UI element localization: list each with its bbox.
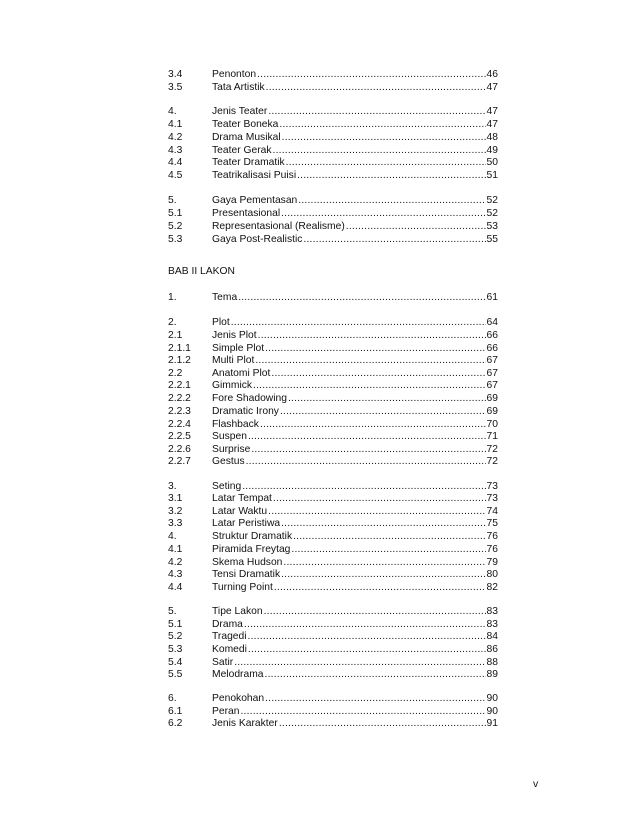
dot-leader <box>283 557 485 570</box>
toc-entry-number: 1. <box>168 292 177 303</box>
toc-entry-line <box>212 582 498 595</box>
dot-leader <box>271 368 485 381</box>
toc-entry-title: Representasional (Realisme) <box>212 221 345 232</box>
toc-entry <box>168 380 498 393</box>
toc-entry-line <box>212 456 498 469</box>
dot-leader <box>255 355 485 368</box>
toc-entry <box>168 557 498 570</box>
dot-leader <box>279 119 485 132</box>
toc-entry <box>168 157 498 170</box>
toc-entry-page: 73 <box>486 481 498 492</box>
toc-entry-number: 2.1.1 <box>168 343 191 354</box>
toc-entry-number: 4.3 <box>168 145 183 156</box>
toc-entry-line <box>212 132 498 145</box>
dot-leader <box>264 606 486 619</box>
page-number: v <box>533 778 539 790</box>
toc-entry-line <box>212 221 498 234</box>
dot-leader <box>268 106 485 119</box>
toc-entry <box>168 669 498 682</box>
toc-entry-number: 3.4 <box>168 69 183 80</box>
dot-leader <box>280 406 486 419</box>
dot-leader <box>257 69 485 82</box>
toc-entry <box>168 693 498 706</box>
toc-entry-page: 83 <box>486 619 498 630</box>
toc-entry-line <box>212 330 498 343</box>
toc-entry <box>168 718 498 731</box>
toc-entry-line <box>212 693 498 706</box>
toc-entry-line <box>212 718 498 731</box>
toc-entry-title: Piramida Freytag <box>212 544 291 555</box>
toc-entry-page: 52 <box>486 208 498 219</box>
toc-entry-title: Penonton <box>212 69 257 80</box>
toc-entry-title: Anatomi Plot <box>212 368 271 379</box>
toc-entry <box>168 234 498 247</box>
toc-entry-page: 48 <box>486 132 498 143</box>
toc-entry-number: 4.3 <box>168 569 183 580</box>
toc-entry-page: 67 <box>486 368 498 379</box>
toc-entry-page: 90 <box>486 693 498 704</box>
toc-entry-line <box>212 317 498 330</box>
toc-entry <box>168 481 498 494</box>
toc-entry-title: Jenis Teater <box>212 106 268 117</box>
toc-entry-page: 76 <box>486 531 498 542</box>
toc-entry <box>168 644 498 657</box>
dot-leader <box>265 693 485 706</box>
toc-entry-line <box>212 644 498 657</box>
dot-leader <box>346 221 486 234</box>
toc-entry-page: 50 <box>486 157 498 168</box>
dot-leader <box>281 569 485 582</box>
toc-entry-number: 2.1 <box>168 330 183 341</box>
toc-entry-page: 69 <box>486 406 498 417</box>
toc-entry <box>168 132 498 145</box>
toc-entry-line <box>212 393 498 406</box>
toc-entry-title: Turning Point <box>212 582 273 593</box>
dot-leader <box>231 317 486 330</box>
toc-entry-title: Jenis Karakter <box>212 718 278 729</box>
toc-entry-title: Tema <box>212 292 238 303</box>
toc-entry-number: 5.3 <box>168 644 183 655</box>
toc-entry-title: Latar Waktu <box>212 506 268 517</box>
toc-entry <box>168 208 498 221</box>
toc-entry <box>168 419 498 432</box>
toc-entry-line <box>212 157 498 170</box>
toc-entry-number: 4. <box>168 106 177 117</box>
dot-leader <box>238 292 485 305</box>
toc-entry-number: 5.4 <box>168 657 183 668</box>
toc-entry-line <box>212 657 498 670</box>
toc-entry-title: Simple Plot <box>212 343 265 354</box>
toc-entry-page: 64 <box>486 317 498 328</box>
dot-leader <box>260 419 486 432</box>
toc-entry-title: Presentasional <box>212 208 281 219</box>
toc-entry <box>168 195 498 208</box>
toc-entry-title: Satir <box>212 657 234 668</box>
dot-leader <box>298 195 485 208</box>
dot-leader <box>240 706 485 719</box>
dot-leader <box>288 393 486 406</box>
toc-entry-line <box>212 493 498 506</box>
toc-entry-number: 5.5 <box>168 669 183 680</box>
toc-entry-line <box>212 380 498 393</box>
toc-entry-page: 84 <box>486 631 498 642</box>
toc-entry <box>168 317 498 330</box>
toc-entry-number: 2.2.2 <box>168 393 191 404</box>
toc-entry-title: Teater Gerak <box>212 145 272 156</box>
dot-leader <box>279 718 486 731</box>
toc-entry-title: Tipe Lakon <box>212 606 263 617</box>
toc-entry-page: 73 <box>486 493 498 504</box>
toc-entry <box>168 82 498 95</box>
toc-entry <box>168 531 498 544</box>
toc-entry-page: 66 <box>486 343 498 354</box>
toc-entry-line <box>212 82 498 95</box>
toc-entry-number: 4.2 <box>168 132 183 143</box>
toc-entry-line <box>212 292 498 305</box>
dot-leader <box>281 208 485 221</box>
toc-entry-page: 67 <box>486 380 498 391</box>
dot-leader <box>286 157 486 170</box>
toc-entry-number: 5.2 <box>168 631 183 642</box>
toc-entry-page: 80 <box>486 569 498 580</box>
toc-entry <box>168 619 498 632</box>
toc-entry-number: 3. <box>168 481 177 492</box>
toc-entry <box>168 393 498 406</box>
toc-entry-page: 52 <box>486 195 498 206</box>
toc-entry-number: 5.1 <box>168 619 183 630</box>
dot-leader <box>274 582 486 595</box>
toc-entry-page: 72 <box>486 444 498 455</box>
toc-entry <box>168 631 498 644</box>
toc-entry-page: 89 <box>486 669 498 680</box>
toc-entry-title: Gimmick <box>212 380 253 391</box>
toc-entry-title: Surprise <box>212 444 251 455</box>
toc-entry-title: Teater Boneka <box>212 119 279 130</box>
toc-entry-line <box>212 343 498 356</box>
toc-entry-number: 2.2.4 <box>168 419 191 430</box>
toc-entry-title: Flashback <box>212 419 259 430</box>
toc-entry-title: Suspen <box>212 431 247 442</box>
toc-entry-page: 79 <box>486 557 498 568</box>
toc-entry-line <box>212 170 498 183</box>
toc-entry-line <box>212 355 498 368</box>
toc-entry-title: Tata Artistik <box>212 82 265 93</box>
dot-leader <box>248 644 486 657</box>
dot-leader <box>303 234 485 247</box>
toc-entry-title: Latar Peristiwa <box>212 518 281 529</box>
toc-entry-page: 67 <box>486 355 498 366</box>
toc-entry <box>168 106 498 119</box>
toc-entry-number: 4.2 <box>168 557 183 568</box>
toc-entry-title: Gaya Post-Realistic <box>212 234 303 245</box>
toc-entry <box>168 569 498 582</box>
toc-entry-number: 4.1 <box>168 544 183 555</box>
toc-entry-page: 90 <box>486 706 498 717</box>
toc-entry-title: Fore Shadowing <box>212 393 287 404</box>
toc-entry-page: 47 <box>486 119 498 130</box>
dot-leader <box>251 444 485 457</box>
toc-entry-line <box>212 406 498 419</box>
toc-entry-page: 51 <box>486 170 498 181</box>
toc-entry-page: 49 <box>486 145 498 156</box>
toc-entry-line <box>212 531 498 544</box>
chapter-heading: BAB II LAKON <box>168 266 235 277</box>
toc-entry-number: 2.2.5 <box>168 431 191 442</box>
dot-leader <box>248 431 486 444</box>
toc-entry-page: 70 <box>486 419 498 430</box>
toc-entry <box>168 145 498 158</box>
toc-entry-title: Tensi Dramatik <box>212 569 281 580</box>
toc-entry <box>168 706 498 719</box>
toc-entry-title: Multi Plot <box>212 355 255 366</box>
toc-entry-line <box>212 481 498 494</box>
toc-entry-page: 83 <box>486 606 498 617</box>
toc-entry-line <box>212 619 498 632</box>
dot-leader <box>268 506 485 519</box>
toc-entry-line <box>212 557 498 570</box>
toc-entry-page: 74 <box>486 506 498 517</box>
toc-entry-title: Skema Hudson <box>212 557 283 568</box>
toc-entry <box>168 493 498 506</box>
toc-entry-number: 2.2.3 <box>168 406 191 417</box>
toc-entry-line <box>212 145 498 158</box>
toc-entry-number: 5.3 <box>168 234 183 245</box>
dot-leader <box>265 669 486 682</box>
toc-entry-line <box>212 444 498 457</box>
toc-entry <box>168 292 498 305</box>
dot-leader <box>293 531 485 544</box>
toc-entry-title: Struktur Dramatik <box>212 531 293 542</box>
toc-entry-number: 2.2.7 <box>168 456 191 467</box>
dot-leader <box>297 170 485 183</box>
toc-entry-title: Jenis Plot <box>212 330 257 341</box>
toc-entry-number: 4.4 <box>168 582 183 593</box>
toc-entry-title: Teatrikalisasi Puisi <box>212 170 297 181</box>
toc-entry-page: 82 <box>486 582 498 593</box>
toc-entry-number: 5.1 <box>168 208 183 219</box>
dot-leader <box>266 82 486 95</box>
toc-entry-number: 4. <box>168 531 177 542</box>
toc-entry-title: Gaya Pementasan <box>212 195 298 206</box>
toc-entry-number: 2.2 <box>168 368 183 379</box>
toc-entry <box>168 582 498 595</box>
dot-leader <box>246 456 486 469</box>
toc-entry <box>168 368 498 381</box>
toc-entry-page: 66 <box>486 330 498 341</box>
toc-entry-page: 69 <box>486 393 498 404</box>
toc-entry-line <box>212 544 498 557</box>
toc-entry-number: 3.3 <box>168 518 183 529</box>
toc-entry-number: 4.1 <box>168 119 183 130</box>
toc-entry-page: 61 <box>486 292 498 303</box>
toc-entry <box>168 330 498 343</box>
toc-entry-line <box>212 368 498 381</box>
toc-entry-line <box>212 119 498 132</box>
dot-leader <box>244 619 486 632</box>
dot-leader <box>282 132 486 145</box>
toc-entry <box>168 456 498 469</box>
toc-entry-page: 91 <box>486 718 498 729</box>
toc-entry-line <box>212 518 498 531</box>
toc-entry-number: 2. <box>168 317 177 328</box>
dot-leader <box>253 380 485 393</box>
toc-entry <box>168 444 498 457</box>
toc-entry-number: 5. <box>168 606 177 617</box>
toc-entry-number: 2.2.6 <box>168 444 191 455</box>
toc-entry <box>168 170 498 183</box>
dot-leader <box>281 518 485 531</box>
toc-entry <box>168 355 498 368</box>
toc-entry-number: 6. <box>168 693 177 704</box>
toc-entry-line <box>212 606 498 619</box>
toc-entry-page: 47 <box>486 82 498 93</box>
toc-entry-line <box>212 69 498 82</box>
toc-entry <box>168 544 498 557</box>
toc-entry <box>168 221 498 234</box>
toc-entry-number: 3.5 <box>168 82 183 93</box>
toc-entry-page: 71 <box>486 431 498 442</box>
toc-entry-title: Plot <box>212 317 230 328</box>
dot-leader <box>242 481 485 494</box>
toc-entry-title: Tragedi <box>212 631 247 642</box>
toc-entry-title: Komedi <box>212 644 247 655</box>
toc-entry-page: 72 <box>486 456 498 467</box>
toc-entry-number: 5. <box>168 195 177 206</box>
toc-entry <box>168 69 498 82</box>
toc-entry <box>168 518 498 531</box>
toc-entry-line <box>212 506 498 519</box>
dot-leader <box>248 631 486 644</box>
toc-entry <box>168 606 498 619</box>
toc-entry-line <box>212 669 498 682</box>
dot-leader <box>291 544 485 557</box>
toc-entry-number: 6.1 <box>168 706 183 717</box>
toc-entry-number: 4.5 <box>168 170 183 181</box>
toc-entry-title: Melodrama <box>212 669 264 680</box>
toc-entry-page: 86 <box>486 644 498 655</box>
toc-entry-page: 53 <box>486 221 498 232</box>
toc-entry-title: Latar Tempat <box>212 493 272 504</box>
toc-entry <box>168 657 498 670</box>
toc-entry-title: Teater Dramatik <box>212 157 285 168</box>
toc-entry <box>168 406 498 419</box>
toc-entry-line <box>212 234 498 247</box>
toc-entry-line <box>212 419 498 432</box>
toc-entry-line <box>212 195 498 208</box>
toc-entry-page: 88 <box>486 657 498 668</box>
toc-entry-line <box>212 706 498 719</box>
dot-leader <box>265 343 485 356</box>
toc-entry-title: Penokohan <box>212 693 265 704</box>
toc-entry-line <box>212 106 498 119</box>
toc-entry-title: Seting <box>212 481 242 492</box>
toc-entry-number: 3.1 <box>168 493 183 504</box>
toc-entry-title: Peran <box>212 706 240 717</box>
toc-entry-page: 47 <box>486 106 498 117</box>
toc-entry-page: 76 <box>486 544 498 555</box>
toc-entry <box>168 119 498 132</box>
dot-leader <box>258 330 486 343</box>
toc-entry <box>168 343 498 356</box>
toc-entry <box>168 506 498 519</box>
toc-entry <box>168 431 498 444</box>
dot-leader <box>234 657 485 670</box>
toc-entry-line <box>212 208 498 221</box>
toc-entry-line <box>212 631 498 644</box>
toc-entry-number: 3.2 <box>168 506 183 517</box>
toc-entry-page: 46 <box>486 69 498 80</box>
dot-leader <box>273 493 486 506</box>
toc-entry-line <box>212 431 498 444</box>
toc-entry-title: Gestus <box>212 456 245 467</box>
dot-leader <box>273 145 486 158</box>
toc-entry-page: 75 <box>486 518 498 529</box>
toc-entry-number: 2.1.2 <box>168 355 191 366</box>
toc-entry-number: 4.4 <box>168 157 183 168</box>
toc-entry-page: 55 <box>486 234 498 245</box>
toc-entry-title: Drama <box>212 619 243 630</box>
toc-entry-number: 6.2 <box>168 718 183 729</box>
toc-entry-number: 2.2.1 <box>168 380 191 391</box>
toc-entry-line <box>212 569 498 582</box>
toc-entry-title: Drama Musikal <box>212 132 281 143</box>
toc-entry-number: 5.2 <box>168 221 183 232</box>
toc-entry-title: Dramatic Irony <box>212 406 279 417</box>
